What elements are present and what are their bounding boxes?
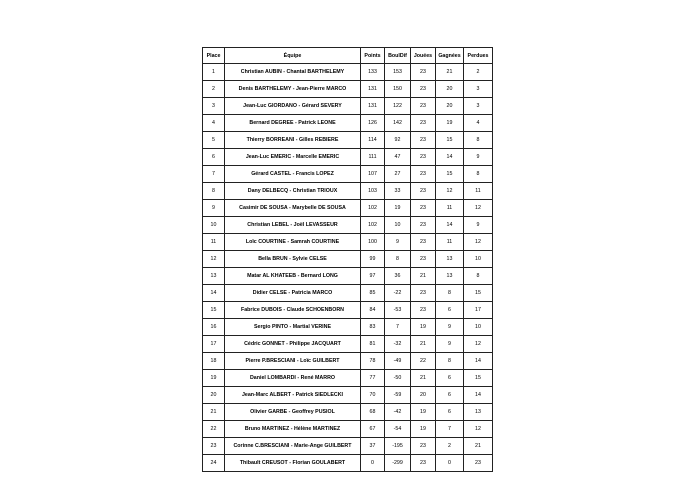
- cell-team: Didier CELSE - Patricia MARCO: [225, 285, 361, 302]
- table-row: [203, 353, 493, 370]
- table-row: [203, 302, 493, 319]
- table-row: [203, 183, 493, 200]
- table-row: [203, 285, 493, 302]
- cell-perdues: 12: [464, 200, 493, 217]
- cell-points: 37: [361, 438, 385, 455]
- cell-points: 67: [361, 421, 385, 438]
- cell-place: 15: [203, 302, 225, 319]
- cell-gagnees: 6: [436, 370, 464, 387]
- cell-place: 1: [203, 64, 225, 81]
- cell-bouldif: -299: [385, 455, 411, 472]
- cell-perdues: 8: [464, 166, 493, 183]
- cell-team: Denis BARTHELEMY - Jean-Pierre MARCO: [225, 81, 361, 98]
- cell-jouees: 23: [411, 217, 436, 234]
- cell-team: Bernard DEGREE - Patrick LEONE: [225, 115, 361, 132]
- cell-jouees: 23: [411, 81, 436, 98]
- table-row: [203, 166, 493, 183]
- table-row: [203, 149, 493, 166]
- cell-bouldif: 47: [385, 149, 411, 166]
- cell-place: 4: [203, 115, 225, 132]
- header-place: Place: [203, 48, 225, 64]
- cell-points: 68: [361, 404, 385, 421]
- cell-points: 83: [361, 319, 385, 336]
- cell-jouees: 23: [411, 302, 436, 319]
- cell-jouees: 19: [411, 404, 436, 421]
- table-row: [203, 455, 493, 472]
- cell-team: Christian LEBEL - Joël LEVASSEUR: [225, 217, 361, 234]
- header-perdues: Perdues: [464, 48, 493, 64]
- cell-team: Cédric GONNET - Philippe JACQUART: [225, 336, 361, 353]
- cell-jouees: 21: [411, 268, 436, 285]
- table-row: [203, 81, 493, 98]
- cell-bouldif: 92: [385, 132, 411, 149]
- cell-gagnees: 7: [436, 421, 464, 438]
- cell-gagnees: 2: [436, 438, 464, 455]
- cell-team: Loïc COURTINE - Samrah COURTINE: [225, 234, 361, 251]
- header-row: [203, 48, 493, 64]
- cell-place: 7: [203, 166, 225, 183]
- cell-jouees: 21: [411, 370, 436, 387]
- cell-perdues: 21: [464, 438, 493, 455]
- cell-points: 84: [361, 302, 385, 319]
- cell-bouldif: 150: [385, 81, 411, 98]
- cell-bouldif: -59: [385, 387, 411, 404]
- cell-team: Jean-Luc GIORDANO - Gérard SEVERY: [225, 98, 361, 115]
- cell-team: Fabrice DUBOIS - Claude SCHOENBORN: [225, 302, 361, 319]
- cell-gagnees: 11: [436, 200, 464, 217]
- cell-bouldif: 9: [385, 234, 411, 251]
- table-row: [203, 336, 493, 353]
- cell-jouees: 23: [411, 115, 436, 132]
- cell-perdues: 13: [464, 404, 493, 421]
- cell-place: 23: [203, 438, 225, 455]
- cell-jouees: 22: [411, 353, 436, 370]
- cell-jouees: 19: [411, 421, 436, 438]
- cell-jouees: 23: [411, 438, 436, 455]
- cell-bouldif: 33: [385, 183, 411, 200]
- cell-team: Daniel LOMBARDI - René MARRO: [225, 370, 361, 387]
- cell-points: 114: [361, 132, 385, 149]
- cell-points: 111: [361, 149, 385, 166]
- cell-team: Dany DELBECQ - Christian TRIOUX: [225, 183, 361, 200]
- table-row: [203, 217, 493, 234]
- cell-perdues: 3: [464, 81, 493, 98]
- cell-perdues: 12: [464, 336, 493, 353]
- cell-gagnees: 14: [436, 217, 464, 234]
- cell-points: 78: [361, 353, 385, 370]
- cell-jouees: 23: [411, 285, 436, 302]
- cell-place: 22: [203, 421, 225, 438]
- cell-gagnees: 19: [436, 115, 464, 132]
- cell-points: 100: [361, 234, 385, 251]
- table-row: [203, 64, 493, 81]
- cell-jouees: 23: [411, 455, 436, 472]
- cell-gagnees: 11: [436, 234, 464, 251]
- cell-points: 102: [361, 217, 385, 234]
- cell-bouldif: 153: [385, 64, 411, 81]
- cell-jouees: 23: [411, 132, 436, 149]
- cell-place: 18: [203, 353, 225, 370]
- table-header: [203, 48, 493, 64]
- cell-place: 3: [203, 98, 225, 115]
- cell-perdues: 15: [464, 370, 493, 387]
- cell-points: 131: [361, 98, 385, 115]
- table-row: [203, 438, 493, 455]
- cell-perdues: 17: [464, 302, 493, 319]
- cell-perdues: 23: [464, 455, 493, 472]
- cell-team: Jean-Luc EMERIC - Marcelle EMERIC: [225, 149, 361, 166]
- cell-bouldif: 8: [385, 251, 411, 268]
- cell-perdues: 2: [464, 64, 493, 81]
- cell-team: Olivier GARBE - Geoffrey PUSIOL: [225, 404, 361, 421]
- header-gagnees: Gagnées: [436, 48, 464, 64]
- cell-jouees: 19: [411, 319, 436, 336]
- cell-gagnees: 6: [436, 387, 464, 404]
- cell-bouldif: 142: [385, 115, 411, 132]
- cell-perdues: 14: [464, 353, 493, 370]
- cell-gagnees: 9: [436, 336, 464, 353]
- cell-place: 17: [203, 336, 225, 353]
- cell-place: 20: [203, 387, 225, 404]
- cell-jouees: 23: [411, 149, 436, 166]
- cell-gagnees: 13: [436, 251, 464, 268]
- cell-place: 10: [203, 217, 225, 234]
- standings-table: [202, 47, 493, 472]
- cell-perdues: 9: [464, 149, 493, 166]
- cell-jouees: 23: [411, 200, 436, 217]
- cell-bouldif: -42: [385, 404, 411, 421]
- cell-gagnees: 9: [436, 319, 464, 336]
- cell-perdues: 4: [464, 115, 493, 132]
- cell-place: 11: [203, 234, 225, 251]
- table-row: [203, 251, 493, 268]
- cell-perdues: 12: [464, 421, 493, 438]
- cell-gagnees: 8: [436, 285, 464, 302]
- cell-perdues: 3: [464, 98, 493, 115]
- table-row: [203, 98, 493, 115]
- cell-gagnees: 20: [436, 81, 464, 98]
- cell-perdues: 8: [464, 268, 493, 285]
- cell-bouldif: 7: [385, 319, 411, 336]
- cell-team: Gérard CASTEL - Francis LOPEZ: [225, 166, 361, 183]
- cell-bouldif: -32: [385, 336, 411, 353]
- cell-place: 8: [203, 183, 225, 200]
- cell-place: 24: [203, 455, 225, 472]
- cell-gagnees: 6: [436, 302, 464, 319]
- cell-points: 85: [361, 285, 385, 302]
- cell-place: 13: [203, 268, 225, 285]
- cell-team: Thibault CREUSOT - Florian GOULABERT: [225, 455, 361, 472]
- cell-team: Corinne C.BRESCIANI - Marie-Ange GUILBERT: [225, 438, 361, 455]
- cell-points: 81: [361, 336, 385, 353]
- table-row: [203, 387, 493, 404]
- table-row: [203, 234, 493, 251]
- cell-bouldif: -49: [385, 353, 411, 370]
- table-row: [203, 268, 493, 285]
- cell-gagnees: 14: [436, 149, 464, 166]
- cell-place: 6: [203, 149, 225, 166]
- cell-gagnees: 15: [436, 166, 464, 183]
- cell-gagnees: 15: [436, 132, 464, 149]
- cell-bouldif: 36: [385, 268, 411, 285]
- header-equipe: Équipe: [225, 48, 361, 64]
- cell-points: 97: [361, 268, 385, 285]
- cell-gagnees: 12: [436, 183, 464, 200]
- cell-points: 102: [361, 200, 385, 217]
- cell-bouldif: -53: [385, 302, 411, 319]
- cell-place: 19: [203, 370, 225, 387]
- cell-team: Pierre P.BRESCIANI - Loïc GUILBERT: [225, 353, 361, 370]
- cell-team: Casimir DE SOUSA - Marybelle DE SOUSA: [225, 200, 361, 217]
- cell-team: Bella BRUN - Sylvie CELSE: [225, 251, 361, 268]
- cell-bouldif: 10: [385, 217, 411, 234]
- cell-bouldif: 122: [385, 98, 411, 115]
- header-jouees: Jouées: [411, 48, 436, 64]
- cell-perdues: 9: [464, 217, 493, 234]
- cell-place: 5: [203, 132, 225, 149]
- cell-perdues: 14: [464, 387, 493, 404]
- cell-gagnees: 21: [436, 64, 464, 81]
- cell-perdues: 8: [464, 132, 493, 149]
- cell-place: 14: [203, 285, 225, 302]
- cell-jouees: 23: [411, 166, 436, 183]
- cell-points: 103: [361, 183, 385, 200]
- cell-perdues: 10: [464, 251, 493, 268]
- cell-gagnees: 20: [436, 98, 464, 115]
- cell-jouees: 23: [411, 183, 436, 200]
- cell-jouees: 23: [411, 234, 436, 251]
- cell-bouldif: -22: [385, 285, 411, 302]
- table-row: [203, 115, 493, 132]
- cell-team: Matar AL KHATEEB - Bernard LONG: [225, 268, 361, 285]
- cell-bouldif: -50: [385, 370, 411, 387]
- cell-jouees: 21: [411, 336, 436, 353]
- table-row: [203, 200, 493, 217]
- cell-bouldif: -54: [385, 421, 411, 438]
- cell-jouees: 23: [411, 64, 436, 81]
- cell-perdues: 12: [464, 234, 493, 251]
- cell-points: 0: [361, 455, 385, 472]
- table-row: [203, 319, 493, 336]
- cell-points: 99: [361, 251, 385, 268]
- cell-points: 77: [361, 370, 385, 387]
- cell-team: Jean-Marc ALBERT - Patrick SIEDLECKI: [225, 387, 361, 404]
- table-body: [203, 64, 493, 472]
- cell-points: 126: [361, 115, 385, 132]
- document-page: [202, 47, 493, 472]
- cell-perdues: 11: [464, 183, 493, 200]
- cell-jouees: 20: [411, 387, 436, 404]
- cell-points: 107: [361, 166, 385, 183]
- cell-team: Sergio PINTO - Martial VERINE: [225, 319, 361, 336]
- cell-perdues: 15: [464, 285, 493, 302]
- cell-bouldif: 19: [385, 200, 411, 217]
- cell-place: 2: [203, 81, 225, 98]
- cell-place: 16: [203, 319, 225, 336]
- table-row: [203, 132, 493, 149]
- cell-team: Christian AUBIN - Chantal BARTHELEMY: [225, 64, 361, 81]
- cell-place: 12: [203, 251, 225, 268]
- cell-bouldif: -195: [385, 438, 411, 455]
- cell-perdues: 10: [464, 319, 493, 336]
- cell-jouees: 23: [411, 251, 436, 268]
- cell-jouees: 23: [411, 98, 436, 115]
- table-row: [203, 404, 493, 421]
- cell-gagnees: 13: [436, 268, 464, 285]
- cell-place: 21: [203, 404, 225, 421]
- header-points: Points: [361, 48, 385, 64]
- cell-place: 9: [203, 200, 225, 217]
- cell-points: 133: [361, 64, 385, 81]
- cell-gagnees: 6: [436, 404, 464, 421]
- cell-bouldif: 27: [385, 166, 411, 183]
- cell-gagnees: 8: [436, 353, 464, 370]
- cell-team: Thierry BORREANI - Gilles REBIERE: [225, 132, 361, 149]
- table-row: [203, 421, 493, 438]
- cell-points: 131: [361, 81, 385, 98]
- cell-points: 70: [361, 387, 385, 404]
- cell-gagnees: 0: [436, 455, 464, 472]
- header-bouldif: BoulDif: [385, 48, 411, 64]
- table-row: [203, 370, 493, 387]
- cell-team: Bruno MARTINEZ - Hélène MARTINEZ: [225, 421, 361, 438]
